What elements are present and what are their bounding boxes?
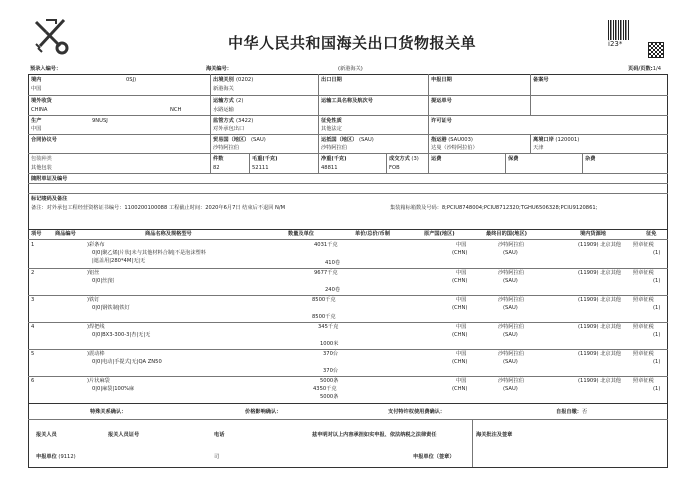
license-label: 许可证号 xyxy=(431,118,452,124)
col-price: 单价/总价/币制 xyxy=(355,231,390,237)
item-origin: 中国 xyxy=(456,270,467,276)
item-qty: 9677千克 xyxy=(314,270,338,276)
gross-weight-label: 毛重(千克) xyxy=(252,156,278,162)
item-no: 1 xyxy=(31,242,35,248)
bl-label: 提运单号 xyxy=(431,98,452,104)
consignee-label: 境外收货 xyxy=(31,98,52,104)
item-no: 4 xyxy=(31,324,35,330)
item-qty: 370台 xyxy=(323,351,339,357)
deal-mode-label: 成交方式 (3) xyxy=(389,156,419,162)
marks-label: 标记唛码及备注 xyxy=(31,196,68,202)
item-tax-code: (1) xyxy=(653,359,661,365)
producer-label: 生产 xyxy=(31,118,42,124)
transport-value: 水路运输 xyxy=(213,107,234,113)
transport-code: (2) xyxy=(236,98,244,104)
item-tax-code: (1) xyxy=(653,250,661,256)
contract-label: 合同协议号 xyxy=(31,137,57,143)
package-label: 包装种类 xyxy=(31,156,52,162)
item-dest-code: (SAU) xyxy=(503,332,518,338)
pre-entry-label: 预录入编号： xyxy=(30,66,62,72)
item-name: )彩条布 xyxy=(87,242,105,248)
item-spec: 0|0|麻袋|100%麻 xyxy=(92,386,135,392)
transport-label: 运输方式 xyxy=(213,98,234,104)
item-qty: 5000条 xyxy=(320,378,339,384)
shipper-label: 境内 xyxy=(31,77,42,83)
exit-customs-value: 新港海关 xyxy=(213,86,234,92)
item-qty-2: 410卷 xyxy=(325,260,341,266)
vessel-label: 运输工具名称及航次号 xyxy=(321,98,373,104)
item-no: 6 xyxy=(31,378,35,384)
remark-text: 备注：对外承包工程经营资格证书编号：1100200100088 工程截止时间：2020年6月7日 结束后不退回 N/M xyxy=(31,205,286,211)
item-tax-code: (1) xyxy=(653,305,661,311)
item-name: )焊把线 xyxy=(87,324,105,330)
item-qty: 345千克 xyxy=(318,324,339,330)
item-dest: 沙特阿拉伯 xyxy=(498,378,524,384)
document-title: 中华人民共和国海关出口货物报关单 xyxy=(228,34,477,52)
item-source: (11909) 北京其他 xyxy=(578,324,621,330)
item-origin: 中国 xyxy=(456,324,467,330)
exit-port-value: 天津 xyxy=(533,145,544,151)
item-name: )铝丝 xyxy=(87,270,100,276)
item-qty-2: 370台 xyxy=(323,368,339,374)
customs-key-icon xyxy=(32,16,70,56)
item-tax: 照章征税 xyxy=(633,351,654,357)
barcode-text: i23* xyxy=(608,40,623,48)
col-origin: 原产国(地区) xyxy=(424,231,455,237)
tax-nature-label: 征免性质 xyxy=(321,118,342,124)
declaring-unit-suffix: 司 xyxy=(214,454,220,460)
producer-value: 中国 xyxy=(31,126,42,132)
item-spec: 0|0|丝|铝 xyxy=(92,278,115,284)
phone-label: 电话 xyxy=(214,432,225,438)
supervision-code: (3422) xyxy=(236,118,254,124)
item-no: 2 xyxy=(31,270,35,276)
item-name: )震动棒 xyxy=(87,351,105,357)
item-qty-2: 4350千克 xyxy=(313,386,337,392)
gross-weight-value: 52111 xyxy=(252,165,269,171)
item-origin: 中国 xyxy=(456,351,467,357)
item-dest: 沙特阿拉伯 xyxy=(498,351,524,357)
col-name: 商品名称及规格型号 xyxy=(145,231,192,237)
item-qty-2: 8500千克 xyxy=(312,314,336,320)
item-spec: 0|0|聚乙烯|片状|未与其他材料合制|不是泡沫塑料 xyxy=(92,250,206,256)
supervision-value: 对外承包出口 xyxy=(213,126,245,132)
item-dest: 沙特阿拉伯 xyxy=(498,242,524,248)
item-origin-code: (CHN) xyxy=(452,250,468,256)
deal-mode-value: FOB xyxy=(389,165,400,171)
exit-port-label: 离境口岸 (120001) xyxy=(533,137,580,143)
item-spec: 0|0|电动|手提式|无|QA ZN50 xyxy=(92,359,162,365)
item-tax: 照章征税 xyxy=(633,324,654,330)
pieces-label: 件数 xyxy=(213,156,224,162)
item-origin-code: (CHN) xyxy=(452,359,468,365)
dest-country-value: 沙特阿拉伯 xyxy=(321,145,347,151)
col-tax: 征免 xyxy=(646,231,657,237)
self-declare: 自报自缴：否 xyxy=(556,409,588,415)
item-origin-code: (CHN) xyxy=(452,305,468,311)
page-label: 页码/页数:1/4 xyxy=(628,66,662,72)
col-source: 境内货源地 xyxy=(580,231,606,237)
declarant-cert-label: 报关人员证号 xyxy=(108,432,140,438)
item-tax-code: (1) xyxy=(653,386,661,392)
net-weight-value: 48811 xyxy=(321,165,338,171)
item-dest: 沙特阿拉伯 xyxy=(498,324,524,330)
item-source: (11909) 北京其他 xyxy=(578,270,621,276)
item-name: )片状麻袋 xyxy=(87,378,110,384)
attached-docs-label: 随附单证及编号 xyxy=(31,176,68,182)
price-impact-label: 价格影响确认： xyxy=(245,409,282,415)
col-code: 商品编号 xyxy=(55,231,76,237)
shipper-value: 中国 xyxy=(31,86,42,92)
export-date-label: 出口日期 xyxy=(321,77,342,83)
special-relation-label: 特殊关系确认： xyxy=(90,409,127,415)
item-origin-code: (CHN) xyxy=(452,386,468,392)
item-source: (11909) 北京其他 xyxy=(578,242,621,248)
item-dest-code: (SAU) xyxy=(503,278,518,284)
item-source: (11909) 北京其他 xyxy=(578,351,621,357)
item-dest: 沙特阿拉伯 xyxy=(498,270,524,276)
declaring-unit: 申报单位 (9112) xyxy=(36,454,76,460)
item-dest-code: (SAU) xyxy=(503,305,518,311)
item-dest: 沙特阿拉伯 xyxy=(498,297,524,303)
item-no: 3 xyxy=(31,297,35,303)
item-spec-extra: |遮盖用|280*4M|无|无 xyxy=(92,258,146,264)
customs-annotation-label: 海关批注及签章 xyxy=(476,432,513,438)
col-qty: 数量及单位 xyxy=(288,231,314,237)
package-value: 其他包装 xyxy=(31,165,52,171)
item-origin: 中国 xyxy=(456,242,467,248)
item-tax-code: (1) xyxy=(653,278,661,284)
item-origin: 中国 xyxy=(456,378,467,384)
item-dest-code: (SAU) xyxy=(503,250,518,256)
item-origin-code: (CHN) xyxy=(452,278,468,284)
tax-nature-value: 其他法定 xyxy=(321,126,342,132)
port-value: 达曼（沙特阿拉伯） xyxy=(431,145,478,151)
insurance-label: 保费 xyxy=(508,156,519,162)
declare-date-label: 申报日期 xyxy=(431,77,452,83)
declaration-statement: 兹申明对以上内容承担如实申报、依法纳税之法律责任 xyxy=(312,432,437,438)
supervision-label: 监管方式 xyxy=(213,118,234,124)
item-qty-2: 240卷 xyxy=(325,287,341,293)
item-tax: 照章征税 xyxy=(633,242,654,248)
item-qty-3: 5000条 xyxy=(320,394,339,400)
misc-fee-label: 杂费 xyxy=(585,156,596,162)
barcode xyxy=(608,20,630,40)
col-final-dest: 最终目的国(地区) xyxy=(486,231,528,237)
qr-code xyxy=(648,42,664,58)
customs-emblem-logo xyxy=(32,16,70,56)
item-spec: 0|0|钢铁制|铁钉 xyxy=(92,305,130,311)
freight-label: 运费 xyxy=(431,156,442,162)
pieces-value: 82 xyxy=(213,165,220,171)
producer-code: 9NUSJ xyxy=(92,118,108,124)
item-dest-code: (SAU) xyxy=(503,386,518,392)
container-info: 集装箱标箱数及号码：8;PCIU8748004;PCIU8712320;TGHU6506328;PCIU9120861; xyxy=(390,205,598,211)
item-tax: 照章征税 xyxy=(633,297,654,303)
declaring-unit-sign: 申报单位（签章） xyxy=(413,454,455,460)
item-tax-code: (1) xyxy=(653,332,661,338)
exit-customs-code: (0202) xyxy=(236,77,254,83)
port-label: 指运港 (SAU003) xyxy=(431,137,473,143)
item-qty-2: 1000米 xyxy=(320,341,339,347)
item-origin-code: (CHN) xyxy=(452,332,468,338)
item-origin: 中国 xyxy=(456,297,467,303)
royalty-label: 支付特许权使用费确认： xyxy=(388,409,446,415)
record-no-label: 备案号 xyxy=(533,77,549,83)
shipper-code: 0SJ) xyxy=(126,77,137,83)
item-no: 5 xyxy=(31,351,35,357)
consignee-extra: NCH xyxy=(170,107,182,113)
item-qty: 4031千克 xyxy=(314,242,338,248)
consignee-value: CHINA xyxy=(31,107,48,113)
declarant-label: 报关人员 xyxy=(36,432,57,438)
trade-country-value: 沙特阿拉伯 xyxy=(213,145,239,151)
item-dest-code: (SAU) xyxy=(503,359,518,365)
exit-customs-label: 出境关别 xyxy=(213,77,234,83)
item-spec: 0|0|BX3-300-3|杏|无|无 xyxy=(92,332,151,338)
item-source: (11909) 北京其他 xyxy=(578,297,621,303)
item-tax: 照章征税 xyxy=(633,378,654,384)
customs-no-label: 海关编号： xyxy=(206,66,232,72)
item-qty: 8500千克 xyxy=(312,297,336,303)
trade-country-label: 贸易国（地区） (SAU) xyxy=(213,137,266,143)
net-weight-label: 净重(千克) xyxy=(321,156,347,162)
customs-no-value: (新港海关) xyxy=(338,66,363,72)
item-source: (11909) 北京其他 xyxy=(578,378,621,384)
col-no: 项号 xyxy=(31,231,42,237)
item-tax: 照章征税 xyxy=(633,270,654,276)
item-name: )铁钉 xyxy=(87,297,100,303)
dest-country-label: 运抵国（地区） (SAU) xyxy=(321,137,374,143)
